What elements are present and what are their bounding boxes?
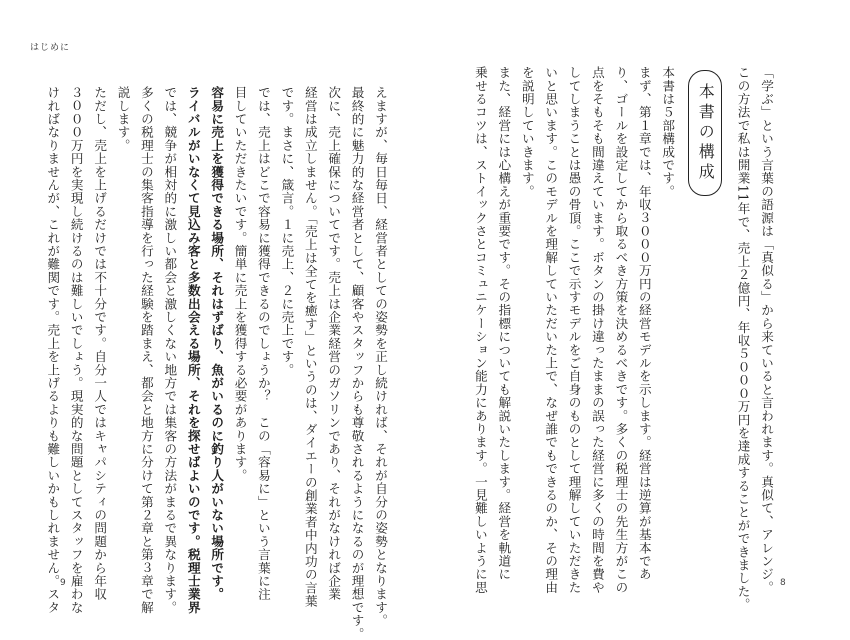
body-line: 乗せるコツは、ストイックさとコミュニケーション能力にあります。一見難しいように思: [472, 66, 488, 594]
body-line: してしまうことは愚の骨頂。ここで示すモデルをご自身のものとして理解していただきた: [566, 66, 582, 594]
body-line: ただし、売上を上げるだけでは不十分です。自分一人ではキャパシティの問題から年収: [92, 86, 108, 601]
running-header: はじめに: [30, 43, 71, 53]
body-line: 多くの税理士の集客指導を行った経験を踏まえ、都会と地方に分けて第２章と第３章で解: [138, 86, 154, 614]
body-line: 説します。: [115, 86, 131, 152]
body-line: 経営は成立しません。「売上は全てを癒す」というのは、ダイエーの創業者中内功の言葉: [302, 86, 318, 608]
body-line: ければなりませんが、これが難関です。売上を上げるよりも難しいかもしれません。スタ: [45, 86, 61, 614]
body-line: では、競争が相対的に激しい都会と激しくない地方では集客の方法がまるで異なります。: [162, 86, 178, 614]
body-line: 次に、売上確保についてです。売上は企業経営のガソリンであり、それがなければ企業: [326, 86, 342, 601]
body-line: また、経営には心構えが重要です。その指標についても解説いたします。経営を軌道に: [496, 66, 512, 581]
emphasis-line: 容易に売上を獲得できる場所、それはずばり、魚がいるのに釣り人がいない場所です。: [209, 86, 225, 601]
body-line: いと思います。このモデルを理解していただいた上で、なぜ誰でもできるのか、その理由: [543, 66, 559, 594]
body-line: 目していただきたいです。簡単に売上を獲得する必要があります。: [232, 86, 248, 482]
body-line: まず、第１章では、年収３０００万円の経営モデルを示します。経営は逆算が基本であ: [636, 66, 652, 581]
page-number-left: 9: [60, 578, 66, 588]
body-line: では、売上はどこで容易に獲得できるのでしょうか？ この「容易に」という言葉に注: [255, 86, 271, 601]
left-page-text: [45, 86, 392, 640]
page-number-right: 8: [780, 578, 786, 588]
body-line: 点をそもそも間違えています。ボタンの掛け違ったままの誤った経営に多くの時間を費や: [589, 66, 605, 594]
emphasis-line: ライバルがいなくて見込み客と多数出会える場所、それを探せばよいのです。税理士業界: [185, 86, 201, 614]
body-line: 本書は５部構成です。: [660, 66, 676, 198]
section-heading: 本書の構成: [688, 70, 722, 196]
body-line: り、ゴールを設定してから取るべき方策を決めるべきです。多くの税理士の先生方がこの: [613, 66, 629, 594]
body-line: ３０００万円を実現し続けるのは難しいでしょう。現実的な問題としてスタッフを雇わな: [68, 86, 84, 614]
intro-line: 「学ぶ」という言葉の語源は「真似る」から来ていると言われます。真似て、アレンジ。: [759, 66, 774, 594]
body-line: 最終的に魅力的な経営者として、顧客やスタッフからも尊敬されるようになるのが理想です。: [349, 86, 365, 640]
body-line: です。まさに、箴言。１に売上、２に売上です。: [279, 86, 295, 377]
body-line: えますが、毎日毎日、経営者としての姿勢を正し続ければ、それが自分の姿勢となります。: [373, 86, 388, 628]
right-page-text: [472, 66, 778, 612]
body-line: を説明していきます。: [519, 66, 535, 198]
intro-line: この方法で私は開業11年で、売上２億円、年収５０００万円を達成することができました。: [735, 66, 751, 612]
